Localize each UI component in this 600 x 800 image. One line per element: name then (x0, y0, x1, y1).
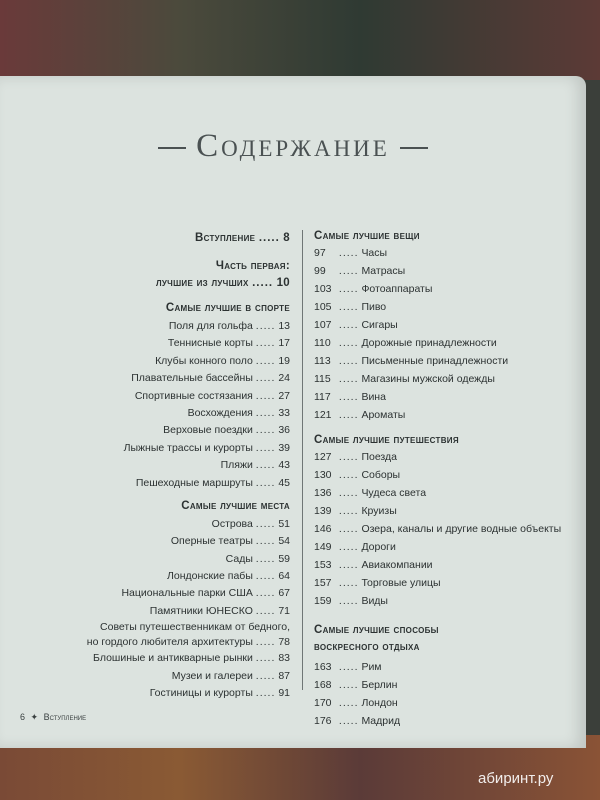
toc-entry-label: Ароматы (361, 409, 406, 421)
toc-entry-label: Фотоаппараты (361, 283, 433, 295)
toc-entry-label: Национальные парки США (121, 587, 253, 600)
toc-entry-page: 43 (278, 459, 290, 472)
toc-entry (314, 280, 554, 298)
toc-entry (314, 484, 554, 502)
toc-entry (60, 370, 290, 387)
toc-entry-label: Поля для гольфа (168, 320, 253, 332)
toc-entry-page: 91 (278, 687, 290, 700)
toc-entry-page: 130 (314, 469, 332, 481)
toc-entry-page: 45 (278, 476, 290, 489)
toc-entry-page: 113 (314, 355, 331, 367)
toc-entry-label: Авиакомпании (361, 559, 433, 571)
toc-entry-label: Письменные принадлежности (361, 355, 509, 367)
toc-entry-label: Лондон (361, 697, 398, 709)
toc-entry (60, 405, 290, 422)
sport-list (60, 318, 290, 492)
toc-left-column (60, 232, 290, 702)
section-heading-sport: Самые лучшие в спорте (165, 302, 290, 314)
leader-dots: ..... (338, 337, 359, 349)
toc-entry-page: 17 (278, 337, 290, 350)
toc-entry-label: Памятники ЮНЕСКО (149, 604, 253, 617)
leader-dots: ..... (338, 523, 359, 535)
toc-entry-label: Виды (361, 595, 388, 607)
toc-entry-label: Лыжные трассы и курорты (123, 441, 253, 454)
section-heading-travel: Самые лучшие путешествия (314, 434, 459, 446)
toc-entry-label: Озера, каналы и другие водные объекты (361, 523, 562, 535)
leader-dots: ..... (255, 669, 276, 682)
toc-entry (314, 466, 554, 484)
toc-entry (314, 712, 554, 730)
toc-entry-page: 33 (278, 406, 290, 419)
toc-entry-page: 36 (278, 424, 290, 437)
leader-dots: ..... (255, 459, 276, 472)
toc-entry-page: 170 (314, 697, 332, 709)
toc-entry-label: Пешеходные маршруты (135, 476, 253, 489)
toc-entry-label: Дороги (361, 541, 396, 553)
leader-dots: ..... (338, 487, 359, 499)
toc-entry (60, 335, 290, 352)
toc-part-one: Часть первая: лучшие из лучших ..... 10 (155, 260, 290, 289)
toc-entry-page: 159 (314, 595, 332, 607)
toc-entry-page: 83 (278, 652, 290, 665)
toc-entry (314, 370, 554, 388)
toc-entry-page: 78 (278, 636, 290, 649)
leader-dots: ..... (255, 424, 276, 437)
toc-entry-label: Лондонские пабы (167, 570, 253, 583)
toc-entry-label: Сады (225, 552, 253, 565)
title-dash-right (400, 147, 428, 149)
toc-entry (314, 520, 562, 538)
travel-list (314, 448, 562, 610)
toc-entry-page: 157 (314, 577, 332, 589)
toc-entry-page: 97 (314, 247, 326, 259)
toc-entry (60, 685, 290, 702)
things-list (314, 244, 554, 424)
leader-dots: ..... (255, 372, 276, 385)
toc-entry-label: Спортивные состязания (134, 389, 253, 402)
toc-entry (60, 457, 290, 474)
toc-entry (60, 353, 290, 370)
leader-dots: ..... (255, 587, 276, 600)
leader-dots: ..... (338, 595, 359, 607)
toc-entry (314, 334, 554, 352)
leader-dots: ..... (338, 577, 359, 589)
toc-entry-label: но гордого любителя архитектуры (86, 636, 253, 649)
toc-entry-label: Часы (361, 247, 388, 259)
leader-dots: ..... (338, 247, 359, 259)
title-dash-left (158, 147, 186, 149)
section-heading-places: Самые лучшие места (181, 499, 290, 512)
toc-entry (314, 502, 554, 520)
leader-dots: ..... (255, 517, 276, 530)
toc-entry (60, 585, 290, 602)
toc-entry-label: Вина (361, 391, 386, 403)
toc-entry (314, 574, 554, 592)
toc-entry-page: 115 (314, 373, 331, 385)
toc-entry-label: Дорожные принадлежности (361, 337, 497, 349)
toc-entry-page: 27 (278, 389, 290, 402)
leader-dots: ..... (338, 409, 359, 421)
toc-entry-page: 19 (278, 354, 290, 367)
toc-entry-page: 117 (314, 391, 331, 403)
page-footer (20, 712, 86, 723)
toc-entry-page: 121 (314, 409, 332, 421)
toc-entry (314, 262, 554, 280)
footer-page-number: 6 (20, 712, 26, 722)
leader-dots: ..... (255, 535, 276, 548)
toc-entry-label: Рим (361, 661, 382, 673)
toc-entry-label: Сигары (361, 319, 398, 331)
toc-entry-label: Гостиницы и курорты (149, 687, 253, 700)
leader-dots: ..... (255, 687, 276, 700)
toc-entry-label: Берлин (361, 679, 398, 691)
toc-entry-page: 13 (278, 320, 290, 332)
toc-entry-label: Круизы (361, 505, 397, 517)
toc-entry-page: 168 (314, 679, 332, 691)
toc-entry (314, 694, 554, 712)
book-page (0, 76, 586, 748)
toc-entry (314, 658, 554, 676)
leader-dots: ..... (338, 505, 359, 517)
book-edge-top (0, 0, 600, 80)
toc-entry-label: Соборы (361, 469, 401, 481)
toc-entry (314, 592, 554, 610)
toc-entry (60, 603, 290, 620)
toc-entry-label: Плавательные бассейны (131, 372, 253, 385)
leader-dots: ..... (255, 406, 276, 419)
toc-entry-page: 39 (278, 441, 290, 454)
toc-entry-page: 54 (278, 535, 290, 548)
column-divider (302, 230, 303, 690)
toc-entry (60, 440, 290, 457)
leader-dots: ..... (338, 355, 359, 367)
leader-dots: ..... (255, 652, 276, 665)
places-list (60, 516, 290, 703)
toc-entry-page: 64 (278, 570, 290, 583)
toc-entry-page: 87 (278, 669, 290, 682)
toc-entry (60, 318, 290, 335)
toc-entry (60, 568, 290, 585)
leader-dots: ..... (255, 389, 276, 402)
watermark: абиринт.ру (478, 770, 554, 787)
sunday-list (314, 658, 554, 730)
toc-entry-page: 149 (314, 541, 332, 553)
toc-entry-page: 67 (278, 587, 290, 600)
toc-entry (60, 668, 290, 685)
toc-entry-page: 103 (314, 283, 332, 295)
toc-entry (314, 316, 554, 334)
toc-entry (314, 406, 554, 424)
leader-dots: ..... (255, 636, 276, 649)
toc-entry-page: 176 (314, 715, 332, 727)
leader-dots: ..... (338, 559, 359, 571)
leader-dots: ..... (255, 320, 276, 332)
toc-entry-label: Острова (211, 517, 253, 530)
leader-dots: ..... (338, 265, 359, 277)
toc-entry-page: 99 (314, 265, 326, 277)
toc-entry-page: 107 (314, 319, 332, 331)
leader-dots: ..... (338, 301, 359, 313)
toc-entry-label: Теннисные корты (167, 337, 253, 350)
toc-right-column (314, 230, 562, 730)
leader-dots: ..... (255, 337, 276, 350)
toc-entry-page: 59 (278, 552, 290, 565)
toc-entry (60, 422, 290, 439)
toc-entry-label: Музеи и галереи (171, 669, 253, 682)
toc-entry-label: Поезда (361, 451, 397, 463)
toc-entry-label: Мадрид (361, 715, 401, 727)
toc-entry (60, 620, 290, 650)
section-heading-sunday: Самые лучшие способы воскресного отдыха (314, 624, 439, 653)
toc-entry (314, 448, 554, 466)
toc-entry-page: 71 (278, 604, 290, 617)
toc-entry (60, 475, 290, 492)
toc-entry (314, 538, 554, 556)
toc-entry-label: Пиво (361, 301, 387, 313)
toc-entry-label: Восхождения (187, 406, 253, 419)
toc-entry-page: 127 (314, 451, 332, 463)
toc-entry-page: 146 (314, 523, 332, 535)
leader-dots: ..... (338, 661, 359, 673)
toc-entry-label: Блошиные и антикварные рынки (93, 652, 253, 665)
leader-dots: ..... (338, 283, 359, 295)
leader-dots: ..... (255, 354, 276, 367)
toc-entry (60, 388, 290, 405)
toc-entry (314, 244, 554, 262)
leader-dots: ..... (338, 391, 359, 403)
toc-entry-label: Матрасы (361, 265, 406, 277)
toc-entry-label: Советы путешественникам от бедного, (100, 621, 290, 634)
page-title: Содержание (0, 128, 586, 165)
leader-dots: ..... (338, 697, 359, 709)
leader-dots: ..... (338, 679, 359, 691)
toc-intro: Вступление ..... 8 (195, 232, 290, 244)
toc-entry (60, 533, 290, 550)
leader-dots: ..... (338, 469, 359, 481)
toc-entry-label: Верховые поездки (163, 424, 253, 437)
toc-entry-page: 136 (314, 487, 332, 499)
leader-dots: ..... (338, 541, 359, 553)
leader-dots: ..... (338, 373, 359, 385)
toc-entry-label: Торговые улицы (361, 577, 441, 589)
leader-dots: ..... (255, 552, 276, 565)
toc-entry-label: Чудеса света (361, 487, 427, 499)
leader-dots: ..... (338, 715, 359, 727)
leader-dots: ..... (338, 319, 359, 331)
toc-entry (60, 516, 290, 533)
section-heading-things: Самые лучшие вещи (314, 230, 420, 242)
leader-dots: ..... (255, 476, 276, 489)
toc-entry (314, 556, 554, 574)
toc-entry-page: 139 (314, 505, 332, 517)
toc-entry-page: 163 (314, 661, 332, 673)
toc-entry-page: 153 (314, 559, 332, 571)
toc-entry-label: Оперные театры (170, 535, 253, 548)
toc-entry (314, 298, 554, 316)
toc-entry (60, 650, 290, 667)
toc-entry-label: Магазины мужской одежды (361, 373, 495, 385)
toc-entry-page: 105 (314, 301, 332, 313)
footer-section-label: Вступление (43, 712, 87, 722)
toc-entry (314, 352, 554, 370)
leader-dots: ..... (338, 451, 359, 463)
footer-bullet: ✦ (30, 712, 39, 722)
toc-entry (60, 551, 290, 568)
leader-dots: ..... (255, 441, 276, 454)
toc-entry-label: Пляжи (220, 459, 253, 472)
toc-entry-label: Клубы конного поло (155, 354, 253, 367)
toc-entry (314, 388, 554, 406)
leader-dots: ..... (255, 604, 276, 617)
toc-entry (314, 676, 554, 694)
toc-entry-page: 51 (278, 517, 290, 530)
leader-dots: ..... (255, 570, 276, 583)
toc-entry-page: 24 (278, 372, 290, 385)
toc-entry-page: 110 (314, 337, 331, 349)
